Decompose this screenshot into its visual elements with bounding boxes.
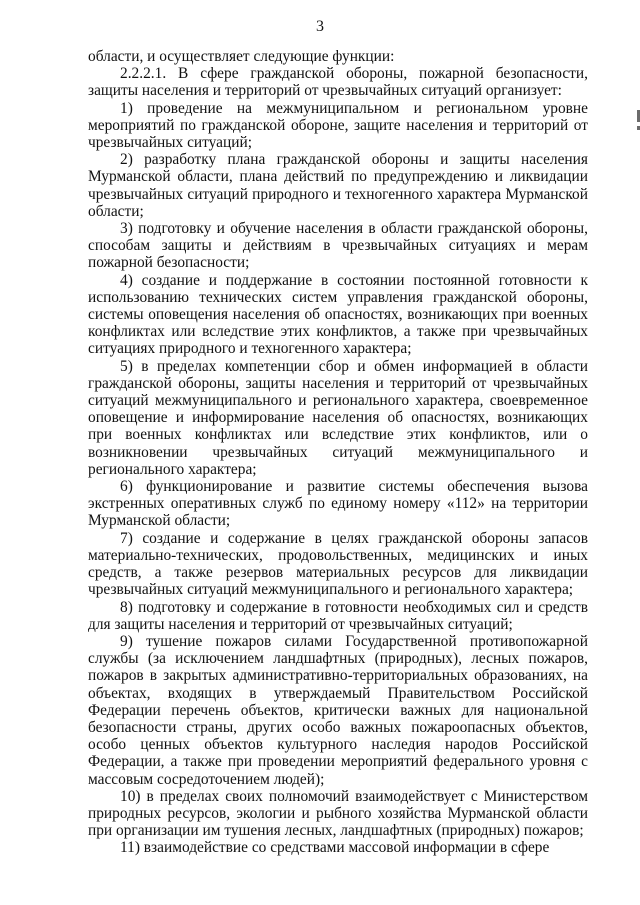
list-item-4: 4) создание и поддержание в состоянии постоянной готовности к использованию технических систем управления гражданской обороны, системы оповещения населения об опасностях, возникающих при военных конфликтах или вследствие этих конфликтов, а также при чрезвычайных ситуациях природного и техногенного характера;: [88, 271, 588, 358]
list-item-9: 9) тушение пожаров силами Государственной противопожарной службы (за исключением ландшафтных (природных), лесных пожаров, пожаров в закрытых административно-территориальных образованиях, на объектах, входящих в утверждаемый Правительством Российской Федерации перечень объектов, критически важных для национальной безопасности страны, других особо важных пожароопасных объектов, особо ценных объектов культурного наследия народов Российской Федерации, а также при проведении мероприятий федерального уровня с массовым сосредоточением людей);: [88, 632, 588, 788]
list-item-6: 6) функционирование и развитие системы обеспечения вызова экстренных оперативных служб по единому номеру «112» на территории Мурманской области;: [88, 478, 588, 530]
page-number: 3: [316, 18, 324, 35]
paragraph-intro-continuation: области, и осуществляет следующие функции:: [88, 48, 395, 65]
list-item-2: 2) разработку плана гражданской обороны и защиты населения Мурманской области, плана действий по предупреждению и ликвидации чрезвычайных ситуаций природного и техногенного характера Мурманской области;: [88, 151, 588, 220]
list-item-11: 11) взаимодействие со средствами массовой информации в сфере: [120, 839, 550, 857]
list-item-5: 5) в пределах компетенции сбор и обмен информацией в области гражданской обороны, защиты населения и территорий от чрезвычайных ситуаций межмуниципального и регионального характера, своевременное оповещение и информирование населения об опасностях, возникающих при военных конфликтах или вследствие этих конфликтов, или о возникновении чрезвычайных ситуаций межмуниципального и регионального характера;: [88, 357, 588, 478]
list-item-8: 8) подготовку и содержание в готовности необходимых сил и средств для защиты населения и территорий от чрезвычайных ситуаций;: [88, 598, 588, 633]
list-item-1: 1) проведение на межмуниципальном и региональном уровне мероприятий по гражданской обороне, защите населения и территорий от чрезвычайных ситуаций;: [88, 99, 588, 152]
list-item-3: 3) подготовку и обучение населения в области гражданской обороны, способам защиты и действиям в чрезвычайных ситуациях и мерам пожарной безопасности;: [88, 220, 588, 272]
list-item-7: 7) создание и содержание в целях гражданской обороны запасов материально-технических, продовольственных, медицинских и иных средств, а также резервов материальных ресурсов для ликвидации чрезвычайных ситуаций межмуниципального и регионального характера;: [88, 529, 588, 599]
body-text: [88, 48, 588, 857]
list-item-10: 10) в пределах своих полномочий взаимодействует с Министерством природных ресурсов, экологии и рыбного хозяйства Мурманской области при организации им тушения лесных, ландшафтных (природных) пожаров;: [88, 787, 588, 840]
paragraph-section-2-2-2-1: 2.2.2.1. В сфере гражданской обороны, пожарной безопасности, защиты населения и территорий от чрезвычайных ситуаций организует:: [88, 65, 588, 100]
